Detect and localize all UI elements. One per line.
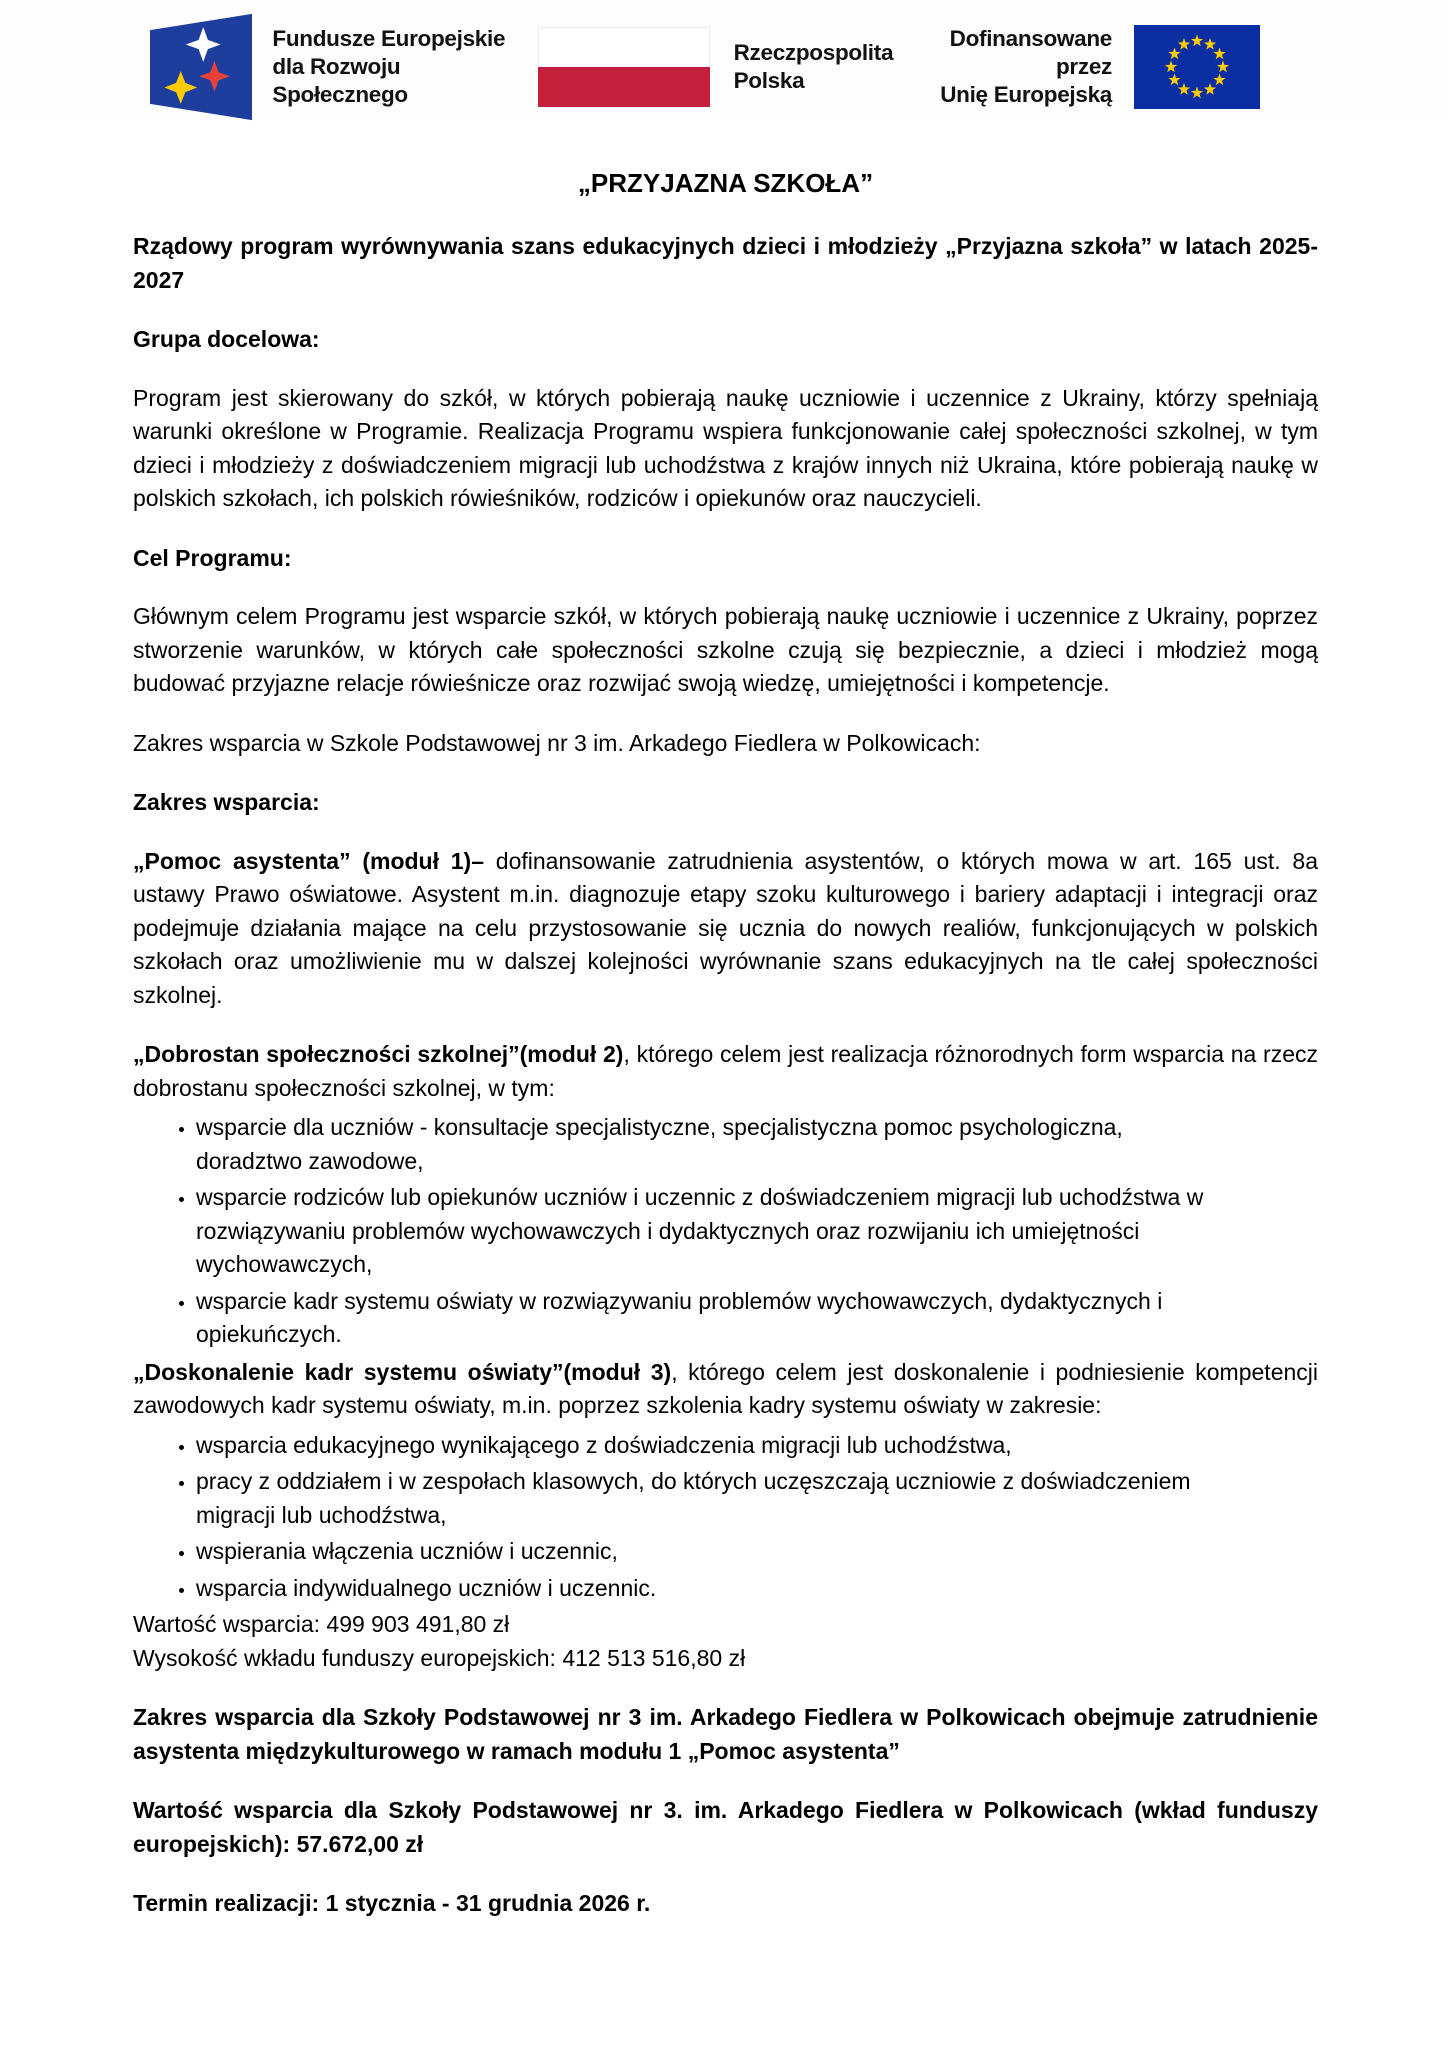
module3-description: , którego celem jest doskonalenie i podniesienie kompetencji zawodowych kadr systemu oświaty, m.in. poprzez szkolenia kadry systemu oświaty w zakresie: (133, 1358, 1318, 1418)
school-value-paragraph: Wartość wsparcia dla Szkoły Podstawowej nr 3. im. Arkadego Fiedlera w Polkowicach (wkład funduszy europejskich): 57.672,00 zł (133, 1797, 1318, 1857)
eu-cofunded-logo (893, 25, 1260, 109)
eu-funds-logo-line2: dla Rozwoju Społecznego (272, 54, 408, 107)
module2-title: „Dobrostan społeczności szkolnej”(moduł 2) (133, 1041, 624, 1067)
eu-cofunded-logo-line1: Dofinansowane przez (949, 26, 1112, 79)
module2-description: , którego celem jest realizacja różnorodnych form wsparcia na rzecz dobrostanu społeczności szkolnej, w tym: (133, 1041, 1318, 1101)
program-goal-heading: Cel Programu: (133, 544, 292, 571)
poland-flag-icon (538, 27, 710, 107)
module2-paragraph (133, 1038, 1318, 1105)
poland-logo-line2: Polska (733, 68, 805, 93)
scope-heading: Zakres wsparcia: (133, 789, 320, 815)
support-value-line: Wartość wsparcia: 499 903 491,80 zł (133, 1611, 510, 1637)
module3-paragraph (133, 1356, 1318, 1423)
eu-flag-icon (1134, 25, 1260, 109)
eu-cofunded-logo-line2: Unię Europejską (940, 82, 1112, 107)
eu-funds-logo-line1: Fundusze Europejskie (272, 26, 506, 51)
list-item: • wsparcia indywidualnego uczniów i uczennic. (196, 1572, 1216, 1606)
deadline-line: Termin realizacji: 1 stycznia - 31 grudnia 2026 r. (133, 1890, 651, 1916)
list-item: • wsparcie dla uczniów - konsultacje specjalistyczne, specjalistyczna pomoc psychologiczna, doradztwo zawodowe, (196, 1111, 1216, 1178)
target-group-paragraph: Program jest skierowany do szkół, w których pobierają naukę uczniowie i uczennice z Ukrainy, którzy spełniają warunki określone w Programie. Realizacja Programu wspiera funkcjonowanie całej społeczności szkolnej, w tym dzieci i młodzieży z doświadczeniem migracji lub uchodźstwa z krajów innych niż Ukraina, które pobierają naukę w polskich szkołach, ich polskich rówieśników, rodziców i opiekunów oraz nauczycieli. (133, 384, 1318, 511)
page-title: „PRZYJAZNA SZKOŁA” (577, 168, 874, 198)
poland-flag-red-stripe (538, 67, 710, 107)
school-scope-paragraph: Zakres wsparcia dla Szkoły Podstawowej nr 3 im. Arkadego Fiedlera w Polkowicach obejmuje zatrudnienie asystenta międzykulturowego w ramach modułu 1 „Pomoc asystenta” (133, 1704, 1318, 1764)
eu-funds-logo (150, 13, 538, 121)
list-item: • wsparcie kadr systemu oświaty w rozwiązywaniu problemów wychowawczych, dydaktycznych i opiekuńczych. (196, 1285, 1216, 1352)
poland-logo-line1: Rzeczpospolita (733, 40, 894, 65)
eu-funds-logo-label (272, 25, 537, 109)
eu-contribution-line: Wysokość wkładu funduszy europejskich: 412 513 516,80 zł (133, 1644, 746, 1671)
eu-funds-flag-icon (150, 13, 252, 121)
module3-bullet-list (133, 1429, 1216, 1606)
module3-title: „Doskonalenie kadr systemu oświaty”(moduł 3) (133, 1358, 672, 1385)
poland-logo (538, 27, 894, 107)
target-group-heading: Grupa docelowa: (133, 326, 320, 352)
module2-bullet-list (133, 1111, 1216, 1352)
list-item: • pracy z oddziałem i w zespołach klasowych, do których uczęszczają uczniowie z doświadczeniem migracji lub uchodźstwa, (196, 1465, 1216, 1532)
document-content (0, 122, 1448, 1921)
eu-cofunded-logo-label (893, 25, 1112, 109)
list-item: • wspierania włączenia uczniów i uczennic, (196, 1535, 1216, 1569)
module1-description: dofinansowanie zatrudnienia asystentów, o których mowa w art. 165 ust. 8a ustawy Prawo oświatowe. Asystent m.in. diagnozuje etapy szoku kulturowego i bariery adaptacji i integracji oraz podejmuje działania mające na celu przystosowanie się ucznia do nowych realiów, funkcjonujących w polskich szkołach oraz umożliwienie mu w dalszej kolejności wyrównanie szans edukacyjnych na tle całej społeczności szkolnej. (133, 847, 1318, 1008)
module1-title: „Pomoc asystenta” (moduł 1)– (133, 847, 485, 874)
program-intro: Rządowy program wyrównywania szans edukacyjnych dzieci i młodzieży „Przyjazna szkoła” w latach 2025-2027 (133, 233, 1318, 293)
scope-intro-paragraph: Zakres wsparcia w Szkole Podstawowej nr 3 im. Arkadego Fiedlera w Polkowicach: (133, 729, 981, 756)
list-item: • wsparcia edukacyjnego wynikającego z doświadczenia migracji lub uchodźstwa, (196, 1429, 1216, 1463)
funding-logos-header (0, 0, 1448, 122)
poland-flag-white-stripe (538, 27, 710, 67)
list-item: • wsparcie rodziców lub opiekunów uczniów i uczennic z doświadczeniem migracji lub uchodźstwa w rozwiązywaniu problemów wychowawczych i dydaktycznych oraz rozwijaniu ich umiejętności wychowawczych, (196, 1181, 1216, 1282)
module1-paragraph (133, 845, 1318, 1013)
program-goal-paragraph: Głównym celem Programu jest wsparcie szkół, w których pobierają naukę uczniowie i uczennice z Ukrainy, poprzez stworzenie warunków, w których całe społeczności szkolne czują się bezpiecznie, a dzieci i młodzież mogą budować przyjazne relacje rówieśnicze oraz rozwijać swoją wiedzę, umiejętności i kompetencje. (133, 603, 1318, 696)
poland-logo-label (734, 39, 894, 95)
